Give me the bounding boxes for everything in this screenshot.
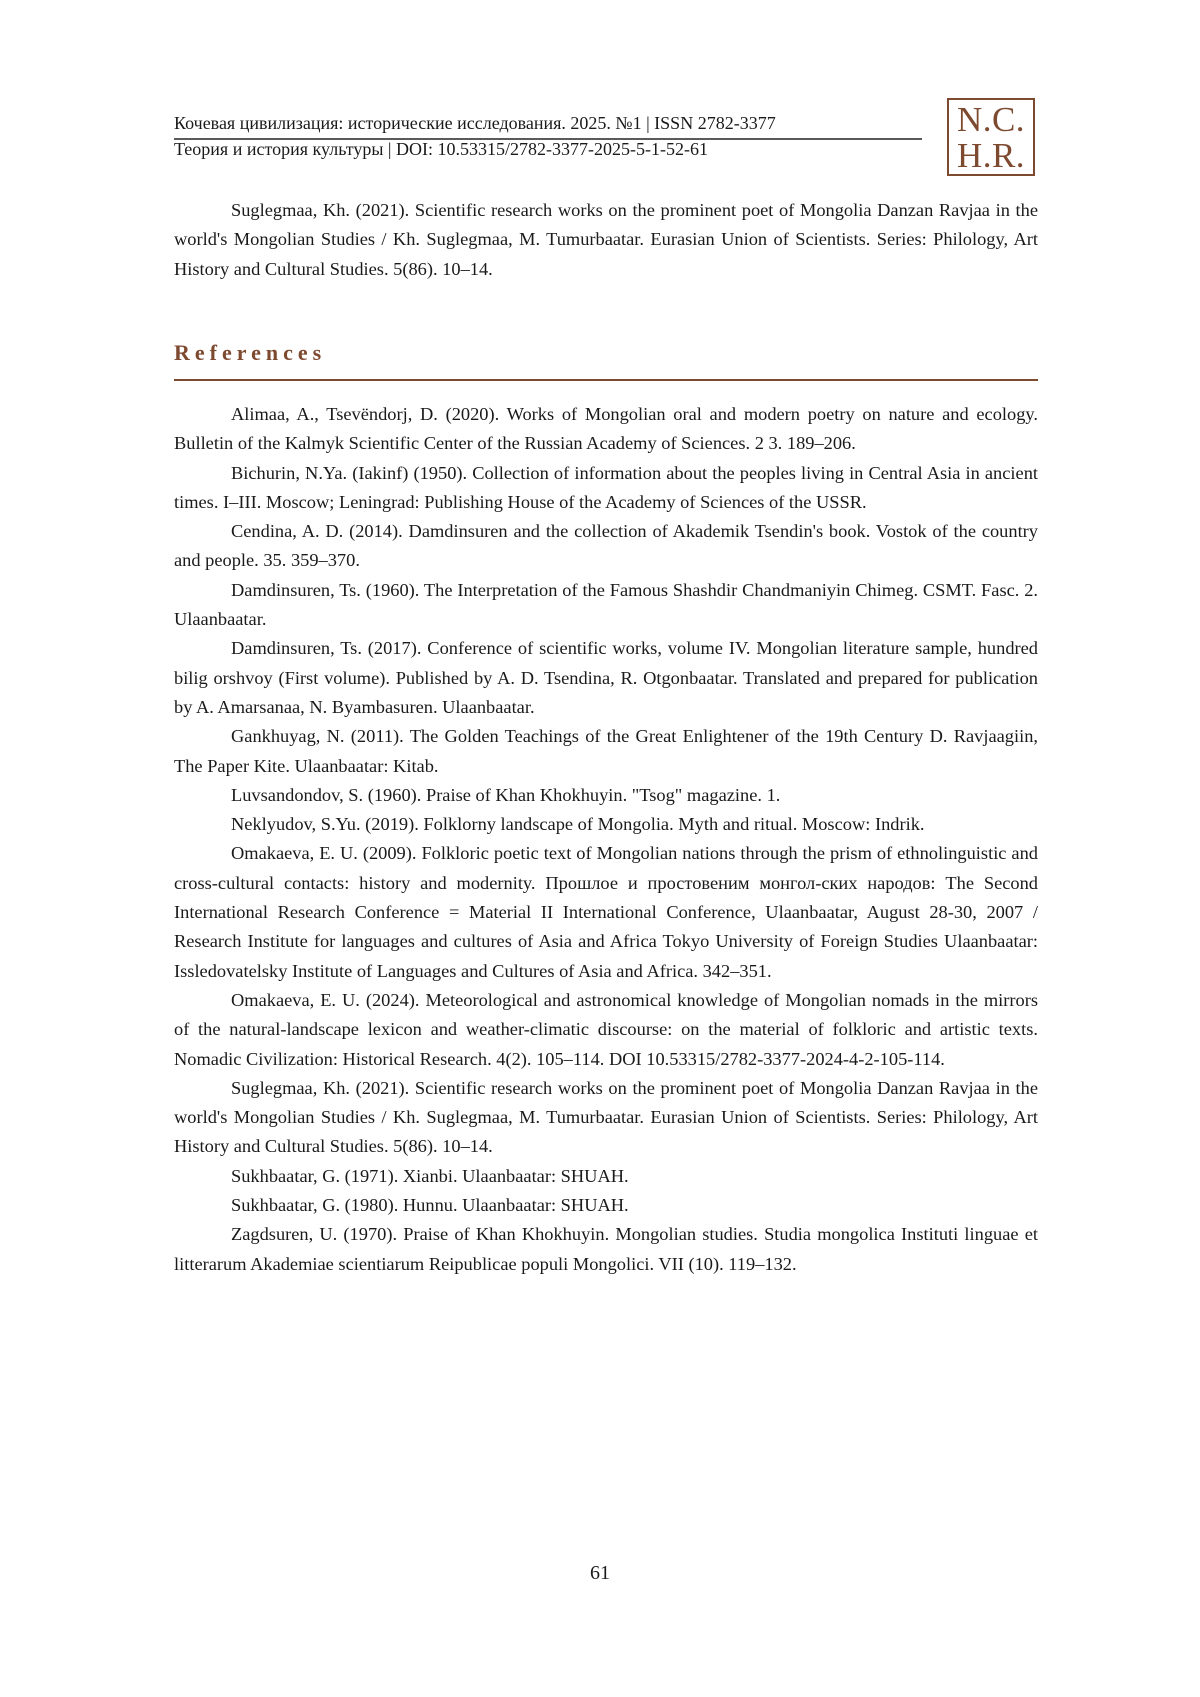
journal-logo xyxy=(947,98,1035,176)
reference-item: Damdinsuren, Ts. (2017). Conference of scientific works, volume IV. Mongolian literature sample, hundred bilig orshvoy (First volume). Published by A. D. Tsendina, R. Otgonbaatar. Translated and prepared for publication by A. Amarsanaa, N. Byambasuren. Ulaanbaatar. xyxy=(174,638,1038,717)
journal-line: Кочевая цивилизация: исторические исследования. 2025. №1 | ISSN 2782-3377 xyxy=(174,113,776,133)
intro-paragraph: Suglegmaa, Kh. (2021). Scientific research works on the prominent poet of Mongolia Danzan Ravjaa in the world's Mongolian Studies / Kh. Suglegmaa, M. Tumurbaatar. Eurasian Union of Scientists. Series: Philology, Art History and Cultural Studies. 5(86). 10–14. xyxy=(174,200,1038,279)
reference-item: Luvsandondov, S. (1960). Praise of Khan Khokhuyin. "Tsog" magazine. 1. xyxy=(231,784,781,805)
reference-item: Zagdsuren, U. (1970). Praise of Khan Khokhuyin. Mongolian studies. Studia mongolica Instituti linguae et litterarum Akademiae scientiarum Reipublicae populi Mongolici. VII (10). 119–132. xyxy=(174,1224,1038,1274)
reference-item: Suglegmaa, Kh. (2021). Scientific research works on the prominent poet of Mongolia Danzan Ravjaa in the world's Mongolian Studies / Kh. Suglegmaa, M. Tumurbaatar. Eurasian Union of Scientists. Series: Philology, Art History and Cultural Studies. 5(86). 10–14. xyxy=(174,1077,1038,1157)
reference-item: Sukhbaatar, G. (1980). Hunnu. Ulaanbaatar: SHUAH. xyxy=(231,1195,629,1216)
reference-item: Alimaa, A., Tsevёndorj, D. (2020). Works of Mongolian oral and modern poetry on nature and ecology. Bulletin of the Kalmyk Scientific Center of the Russian Academy of Sciences. 2 3. 189–206. xyxy=(174,404,1038,454)
reference-item: Bichurin, N.Ya. (Iakinf) (1950). Collection of information about the peoples living in Central Asia in ancient times. I–III. Moscow; Leningrad: Publishing House of the Academy of Sciences of the USSR. xyxy=(174,462,1038,512)
page-number: 61 xyxy=(590,1562,610,1584)
references-heading: References xyxy=(174,340,327,365)
reference-item: Damdinsuren, Ts. (1960). The Interpretation of the Famous Shashdir Chandmaniyin Chimeg. CSMT. Fasc. 2. Ulaanbaatar. xyxy=(174,579,1038,630)
logo-line-1: N.C. xyxy=(956,100,1026,139)
running-header xyxy=(174,110,928,162)
header-rule xyxy=(174,138,922,140)
references-list xyxy=(174,400,1038,1279)
reference-item: Cendina, A. D. (2014). Damdinsuren and the collection of Akademik Tsendin's book. Vostok of the country and people. 35. 359–370. xyxy=(174,521,1038,571)
logo-line-2: H.R. xyxy=(956,136,1026,175)
section-doi-line: Теория и история культуры | DOI: 10.53315/2782-3377-2025-5-1-52-61 xyxy=(174,139,708,159)
references-rule xyxy=(174,379,1038,381)
reference-item: Omakaeva, E. U. (2009). Folkloric poetic text of Mongolian nations through the prism of ethnolinguistic and cross-cultural contacts: history and modernity. Прошлое и простовеним монгол-ских народов: The Second International Research Conference = Material II International Conference, Ulaanbaatar, August 28-30, 2007 / Research Institute for languages and cultures of Asia and Africa Tokyo University of Foreign Studies Ulaanbaatar: Issledovatelsky Institute of Languages and Cultures of Asia and Africa. 342–351. xyxy=(174,843,1038,981)
intro-text-block xyxy=(174,196,1038,284)
reference-item: Gankhuyag, N. (2011). The Golden Teachings of the Great Enlightener of the 19th Century D. Ravjaagiin, The Paper Kite. Ulaanbaatar: Kitab. xyxy=(174,726,1038,776)
reference-item: Sukhbaatar, G. (1971). Xianbi. Ulaanbaatar: SHUAH. xyxy=(231,1165,629,1186)
reference-item: Omakaeva, E. U. (2024). Meteorological and astronomical knowledge of Mongolian nomads in the mirrors of the natural-landscape lexicon and weather-climatic discourse: on the material of folkloric and artistic texts. Nomadic Civilization: Historical Research. 4(2). 105–114. DOI 10.53315/2782-3377-2024-4-2-105-114. xyxy=(174,989,1038,1069)
reference-item: Neklyudov, S.Yu. (2019). Folklorny landscape of Mongolia. Myth and ritual. Moscow: Indrik. xyxy=(231,814,925,835)
